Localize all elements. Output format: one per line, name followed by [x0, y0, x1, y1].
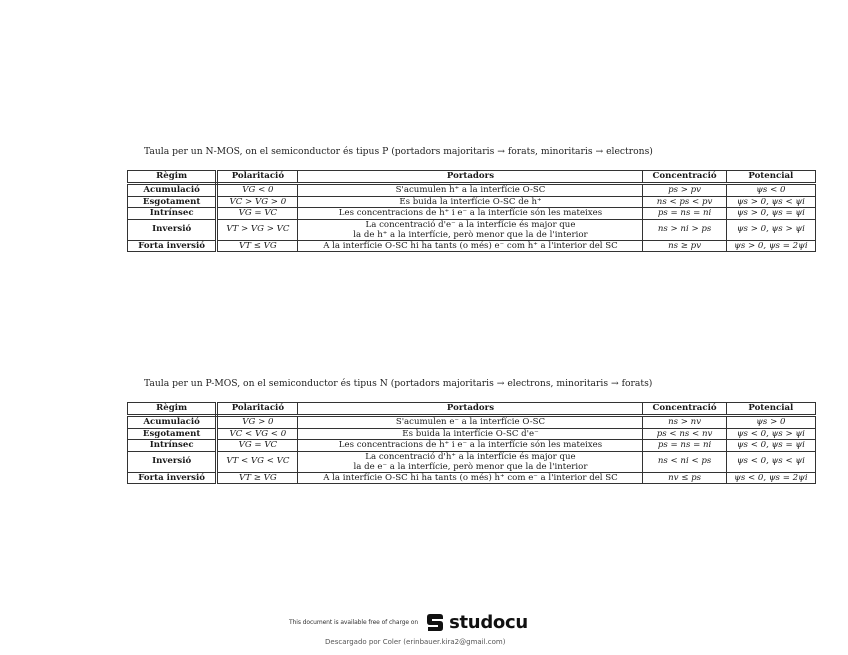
regim-cell: Forta inversió: [128, 472, 217, 484]
concentracio-cell: ns > nv: [643, 416, 726, 429]
nmos-table-caption: Taula per un N-MOS, on el semiconductor és tipus P (portadors majoritaris → forats, minoritaris → electrons): [144, 146, 653, 157]
studocu-logo-icon[interactable]: [424, 611, 446, 633]
portadors-line: la de e⁻ a la interfície, però menor que la de l'interior: [353, 461, 588, 472]
portadors-cell: S'acumulen e⁻ a la interfície O-SC: [298, 416, 643, 429]
concentracio-cell: ps = ns = ni: [643, 440, 726, 452]
polaritacio-cell: VC < VG < 0: [217, 428, 298, 440]
potencial-cell: ψs < 0, ψs = 2ψi: [726, 472, 815, 484]
concentracio-cell: ns < ni < ps: [643, 451, 726, 472]
portadors-cell: Les concentracions de h⁺ i e⁻ a la interfície són les mateixes: [298, 440, 643, 452]
table-row: [128, 416, 816, 429]
portadors-cell: A la interfície O-SC hi ha tants (o més) h⁺ com e⁻ a l'interior del SC: [298, 472, 643, 484]
pmos-table-caption: Taula per un P-MOS, on el semiconductor és tipus N (portadors majoritaris → electrons, minoritaris → forats): [144, 378, 653, 389]
table-row: [128, 440, 816, 452]
portadors-cell: Les concentracions de h⁺ i e⁻ a la interfície són les mateixes: [298, 208, 643, 220]
polaritacio-cell: VG > 0: [217, 416, 298, 429]
potencial-cell: ψs < 0, ψs = ψi: [726, 440, 815, 452]
potencial-cell: ψs > 0, ψs = 2ψi: [726, 240, 815, 252]
polaritacio-cell: VT ≤ VG: [217, 240, 298, 252]
download-attribution: Descargado por Coler (erinbauer.kira2@gmail.com): [325, 638, 506, 646]
header-polaritacio: Polaritació: [217, 403, 298, 416]
portadors-line: la de h⁺ a la interfície, però menor que la de l'interior: [353, 229, 588, 240]
footer-availability-text: This document is available free of charge on: [289, 618, 419, 626]
header-concentracio: Concentració: [643, 403, 726, 416]
concentracio-cell: ps = ns = ni: [643, 208, 726, 220]
portadors-cell: Es buida la interfície O-SC d'e⁻: [298, 428, 643, 440]
concentracio-cell: ps > pv: [643, 184, 726, 197]
polaritacio-cell: VG = VC: [217, 440, 298, 452]
portadors-line: La concentració d'e⁻ a la interfície és major que: [365, 219, 576, 230]
header-concentracio: Concentració: [643, 171, 726, 184]
portadors-cell: S'acumulen h⁺ a la interfície O-SC: [298, 184, 643, 197]
table-header-row: [128, 171, 816, 184]
pmos-table: [127, 402, 816, 484]
regim-cell: Inversió: [128, 451, 217, 472]
table-row: [128, 451, 816, 472]
header-portadors: Portadors: [298, 171, 643, 184]
table-row: [128, 240, 816, 252]
polaritacio-cell: VT > VG > VC: [217, 219, 298, 240]
portadors-cell: [298, 451, 643, 472]
table-row: [128, 219, 816, 240]
potencial-cell: ψs < 0, ψs > ψi: [726, 428, 815, 440]
potencial-cell: ψs > 0, ψs > ψi: [726, 219, 815, 240]
concentracio-cell: ns > ni > ps: [643, 219, 726, 240]
concentracio-cell: ns < ps < pv: [643, 196, 726, 208]
table-row: [128, 184, 816, 197]
portadors-line: La concentració d'h⁺ a la interfície és major que: [365, 451, 576, 462]
table-row: [128, 472, 816, 484]
nmos-table: [127, 170, 816, 252]
regim-cell: Forta inversió: [128, 240, 217, 252]
polaritacio-cell: VG < 0: [217, 184, 298, 197]
table-row: [128, 208, 816, 220]
concentracio-cell: ns ≥ pv: [643, 240, 726, 252]
header-portadors: Portadors: [298, 403, 643, 416]
portadors-cell: Es buida la interfície O-SC de h⁺: [298, 196, 643, 208]
polaritacio-cell: VT ≥ VG: [217, 472, 298, 484]
concentracio-cell: ps < ns < nv: [643, 428, 726, 440]
table-header-row: [128, 403, 816, 416]
header-potencial: Potencial: [726, 171, 815, 184]
portadors-cell: A la interfície O-SC hi ha tants (o més) e⁻ com h⁺ a l'interior del SC: [298, 240, 643, 252]
regim-cell: Esgotament: [128, 428, 217, 440]
table-row: [128, 196, 816, 208]
potencial-cell: ψs > 0, ψs < ψi: [726, 196, 815, 208]
regim-cell: Acumulació: [128, 416, 217, 429]
potencial-cell: ψs < 0, ψs < ψi: [726, 451, 815, 472]
header-potencial: Potencial: [726, 403, 815, 416]
header-regim: Règim: [128, 171, 217, 184]
portadors-cell: [298, 219, 643, 240]
table-row: [128, 428, 816, 440]
concentracio-cell: nv ≤ ps: [643, 472, 726, 484]
polaritacio-cell: VG = VC: [217, 208, 298, 220]
regim-cell: Acumulació: [128, 184, 217, 197]
polaritacio-cell: VT < VG < VC: [217, 451, 298, 472]
header-regim: Règim: [128, 403, 217, 416]
potencial-cell: ψs < 0: [726, 184, 815, 197]
polaritacio-cell: VC > VG > 0: [217, 196, 298, 208]
regim-cell: Esgotament: [128, 196, 217, 208]
potencial-cell: ψs > 0, ψs = ψi: [726, 208, 815, 220]
regim-cell: Inversió: [128, 219, 217, 240]
potencial-cell: ψs > 0: [726, 416, 815, 429]
regim-cell: Intrínsec: [128, 208, 217, 220]
studocu-footer: [289, 609, 528, 635]
regim-cell: Intrínsec: [128, 440, 217, 452]
header-polaritacio: Polaritació: [217, 171, 298, 184]
studocu-logo-text[interactable]: studocu: [449, 611, 528, 633]
